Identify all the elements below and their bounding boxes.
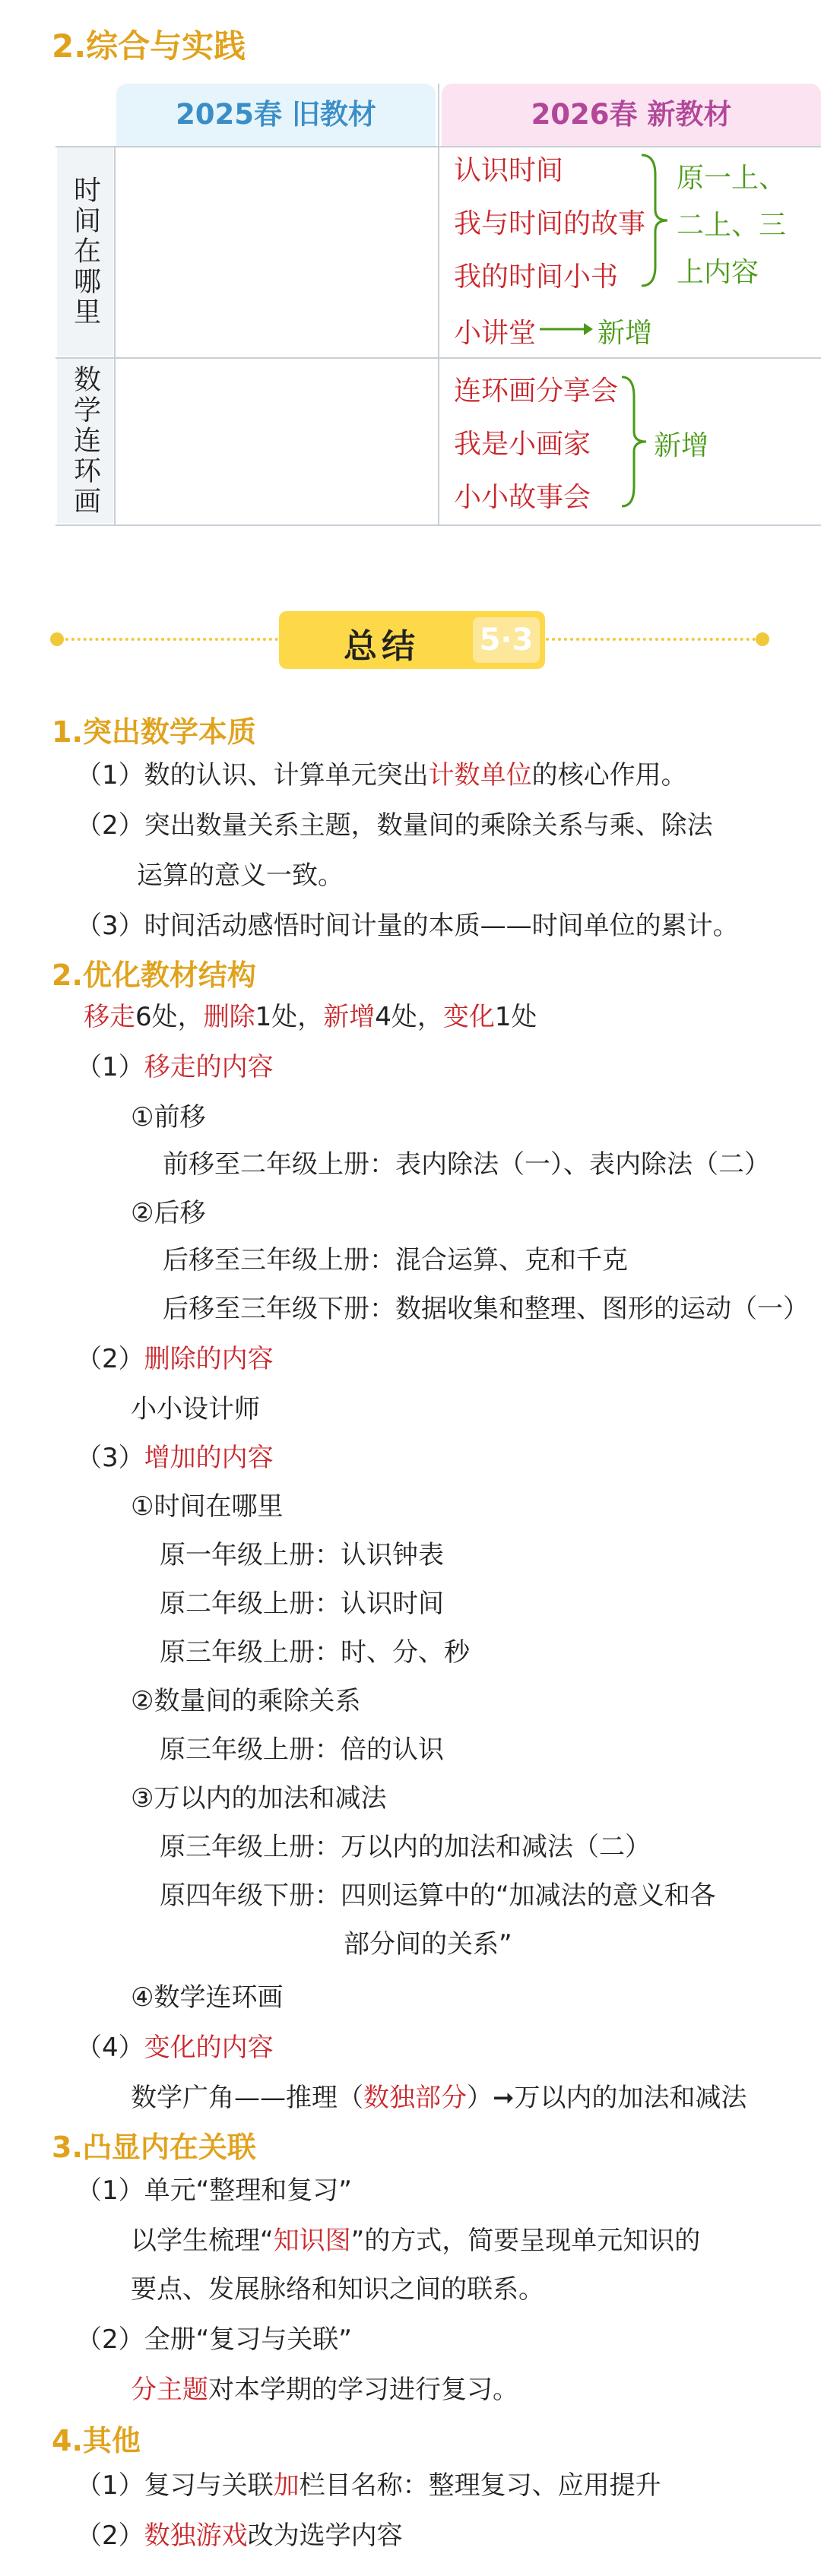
s2-b2-detail: 原三年级上册：倍的认识 [160,1735,444,1765]
row2-item-2: 我是小画家 [454,429,591,460]
s2-b1-detail-1: 原一年级上册：认识钟表 [160,1540,444,1570]
row1-brace-text-1: 原一上、 [677,163,787,194]
s2-stat: 移走6处，删除1处，新增4处，变化1处 [84,1002,537,1032]
s3-l1: （1）单元“整理和复习” [76,2175,352,2206]
s3-l1-detail-2: 要点、发展脉络和知识之间的联系。 [131,2274,544,2305]
s2-p1: （1）移走的内容 [76,1052,274,1082]
col-divider-1 [114,146,116,524]
row1-extra-tag: 新增 [598,318,653,349]
summary-title: 总结 [344,627,420,666]
s3-l2: （2）全册“复习与关联” [76,2324,352,2355]
summary-line-right [546,638,756,641]
s1-line-2: （2）突出数量关系主题，数量间的乘除关系与乘、除法 [76,810,713,841]
s2-b1-detail-2: 原二年级上册：认识时间 [160,1589,444,1619]
s2-a2-detail-1: 后移至三年级上册：混合运算、克和千克 [163,1245,628,1275]
summary-badge: 5·3 [473,617,540,663]
s2-p2: （2）删除的内容 [76,1344,274,1374]
s2-b3-detail-1: 原三年级上册：万以内的加法和减法（二） [160,1832,651,1862]
s2-b4: ④数学连环画 [131,1982,284,2013]
s2-p4: （4）变化的内容 [76,2033,274,2063]
s2-b3: ③万以内的加法和减法 [131,1783,387,1814]
s2-p4-detail: 数学广角——推理（数独部分）➞万以内的加法和减法 [131,2083,747,2113]
s2-a2: ②后移 [131,1198,206,1228]
row-label-time: 时间在哪里 [57,147,113,356]
s2-a1-detail: 前移至二年级上册：表内除法（一）、表内除法（二） [163,1149,770,1180]
s1-line-3: （3）时间活动感悟时间计量的本质——时间单位的累计。 [76,911,739,941]
section-title-practice: 2.综合与实践 [52,27,246,65]
column-header-old: 2025春 旧教材 [116,84,436,146]
row2-item-3: 小小故事会 [454,482,591,513]
row2-brace-text: 新增 [654,430,709,461]
s2-a2-detail-2: 后移至三年级下册：数据收集和整理、图形的运动（一） [163,1294,809,1324]
s3-l1-detail-1: 以学生梳理“知识图”的方式，简要呈现单元知识的 [131,2226,701,2256]
s3-l2-detail: 分主题对本学期的学习进行复习。 [131,2375,518,2405]
row1-extra: 小讲堂 [454,318,537,349]
column-header-new: 2026春 新教材 [442,84,821,146]
s4-l1: （1）复习与关联加栏目名称：整理复习、应用提升 [76,2470,661,2501]
s1-line-2b: 运算的意义一致。 [137,860,344,891]
summary-dot-right [756,632,769,646]
row2-item-1: 连环画分享会 [454,375,619,407]
brace-icon [639,152,670,289]
row1-item-2: 我与时间的故事 [454,208,646,239]
heading-2: 2.优化教材结构 [52,958,256,992]
s2-b3-detail-3: 部分间的关系” [344,1929,512,1960]
row1-item-1: 认识时间 [454,155,564,186]
s1-line-1: （1）数的认识、计算单元突出计数单位的核心作用。 [76,760,687,791]
s2-p3: （3）增加的内容 [76,1443,274,1473]
arrow-right-icon: ➞ [493,2083,515,2113]
row1-brace-text-2: 二上、三 [677,210,787,241]
row1-brace-text-3: 上内容 [677,257,759,288]
s2-b1: ①时间在哪里 [131,1491,284,1522]
arrow-right-icon [538,318,594,341]
heading-3: 3.凸显内在关联 [52,2131,256,2164]
summary-dot-left [50,632,64,646]
summary-line-left [65,638,278,641]
s2-p2-detail: 小小设计师 [131,1394,260,1424]
s4-l2: （2）数独游戏改为选学内容 [76,2521,403,2551]
row-label-comic: 数学连环画 [57,359,113,523]
heading-1: 1.突出数学本质 [52,715,256,749]
col-divider-2 [438,84,439,524]
heading-4: 4.其他 [52,2424,141,2457]
row1-item-3: 我的时间小书 [454,261,619,293]
s2-b1-detail-3: 原三年级上册：时、分、秒 [160,1637,470,1668]
s2-a1: ①前移 [131,1102,206,1133]
brace-icon [619,374,649,509]
s2-b3-detail-2: 原四年级下册：四则运算中的“加减法的意义和各 [160,1881,716,1911]
s2-b2: ②数量间的乘除关系 [131,1686,361,1716]
